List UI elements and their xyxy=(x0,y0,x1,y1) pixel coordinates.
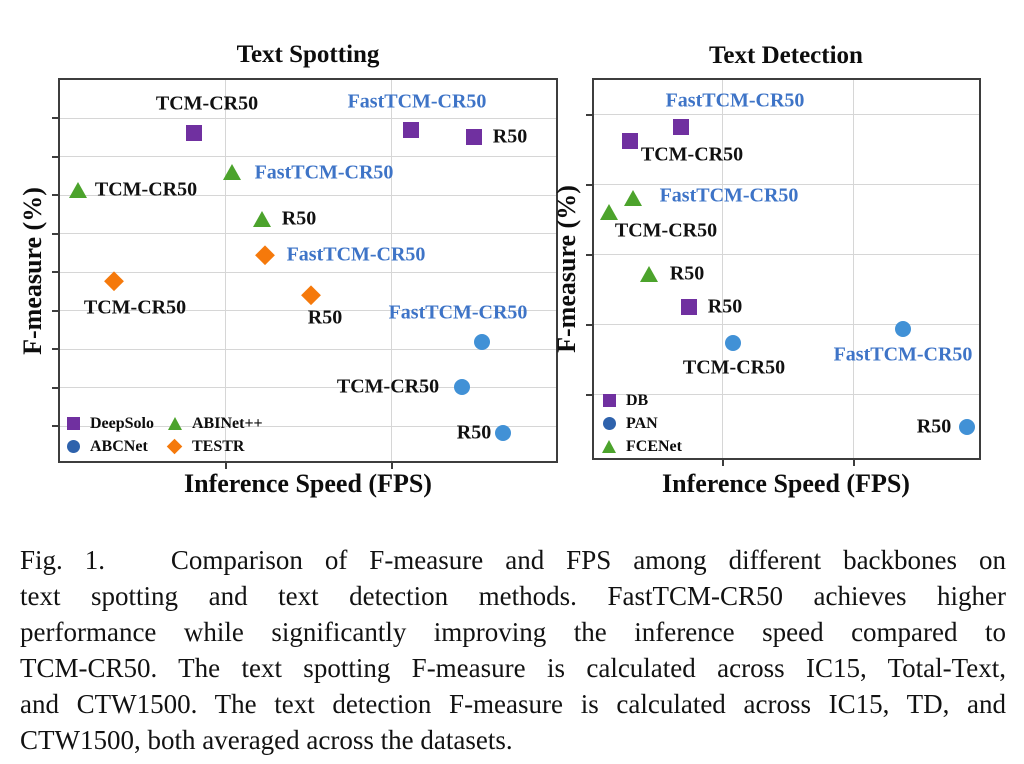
point-label-abinet-tcm-cr50: TCM-CR50 xyxy=(94,178,198,201)
gridline-v xyxy=(391,80,392,461)
legend-label: DeepSolo xyxy=(90,414,154,432)
point-label-db-fasttcm-cr50: FastTCM-CR50 xyxy=(665,89,805,112)
point-label-fcenet-r50: R50 xyxy=(669,262,705,285)
marker-db-tcm-cr50 xyxy=(622,133,638,149)
triangle-icon xyxy=(602,440,616,453)
point-label-pan-r50: R50 xyxy=(916,415,952,438)
legend-marker-db xyxy=(600,392,618,410)
marker-pan-tcm-cr50 xyxy=(725,335,741,351)
point-label-testr-tcm-cr50: TCM-CR50 xyxy=(83,296,187,319)
legend-label: PAN xyxy=(626,414,658,432)
gridline-h xyxy=(60,387,556,388)
legend-item-pan xyxy=(600,412,692,435)
legend-label: FCENet xyxy=(626,437,682,455)
figure-caption xyxy=(20,542,1006,758)
legend-label: TESTR xyxy=(192,437,245,455)
point-label-abinet-fasttcm-cr50: FastTCM-CR50 xyxy=(254,161,394,184)
gridline-h xyxy=(594,114,979,115)
point-label-deepsolo-tcm-cr50: TCM-CR50 xyxy=(155,92,259,115)
y-axis-tick xyxy=(586,184,592,186)
gridline-v xyxy=(853,80,854,458)
marker-db-r50 xyxy=(681,299,697,315)
chart-title: Text Detection xyxy=(709,42,863,69)
x-axis-label: Inference Speed (FPS) xyxy=(184,469,432,498)
gridline-h xyxy=(60,272,556,273)
caption-line: CTW1500, both averaged across the datasets. xyxy=(20,725,513,755)
legend-item-db xyxy=(600,389,692,412)
marker-deepsolo-fasttcm-cr50 xyxy=(403,122,419,138)
legend-marker-abcnet xyxy=(64,438,82,456)
y-axis-tick xyxy=(52,387,58,389)
circle-icon xyxy=(603,417,616,430)
point-label-testr-fasttcm-cr50: FastTCM-CR50 xyxy=(286,243,426,266)
marker-pan-fasttcm-cr50 xyxy=(895,321,911,337)
legend-item-abinet xyxy=(166,412,268,435)
x-axis-tick xyxy=(722,460,724,466)
caption-line: and CTW1500. The text detection F-measure is calculated across IC15, TD, and xyxy=(20,689,1006,719)
x-axis-tick xyxy=(225,463,227,469)
gridline-h xyxy=(60,233,556,234)
marker-abcnet-r50 xyxy=(495,425,511,441)
point-label-db-tcm-cr50: TCM-CR50 xyxy=(640,143,744,166)
circle-icon xyxy=(67,440,80,453)
chart-title: Text Spotting xyxy=(236,41,380,68)
point-label-deepsolo-r50: R50 xyxy=(492,125,528,148)
y-axis-tick xyxy=(52,425,58,427)
marker-db-fasttcm-cr50 xyxy=(673,119,689,135)
legend-marker-fcenet xyxy=(600,438,618,456)
legend-item-deepsolo xyxy=(64,412,166,435)
y-axis-tick xyxy=(52,233,58,235)
point-label-abcnet-tcm-cr50: TCM-CR50 xyxy=(336,375,440,398)
marker-abcnet-tcm-cr50 xyxy=(454,379,470,395)
x-axis-tick xyxy=(853,460,855,466)
legend-label: ABCNet xyxy=(90,437,148,455)
marker-pan-r50 xyxy=(959,419,975,435)
gridline-h xyxy=(60,156,556,157)
y-axis-tick xyxy=(586,254,592,256)
marker-abinet-fasttcm-cr50 xyxy=(223,164,241,180)
y-axis-tick xyxy=(586,324,592,326)
legend-label: ABINet++ xyxy=(192,414,263,432)
diamond-icon xyxy=(167,439,183,455)
point-label-db-r50: R50 xyxy=(707,295,743,318)
legend-label: DB xyxy=(626,391,649,409)
marker-fcenet-r50 xyxy=(640,266,658,282)
legend-item-fcenet xyxy=(600,435,692,458)
y-axis-label: F-measure (%) xyxy=(552,185,581,353)
square-icon xyxy=(67,417,80,430)
caption-line: text spotting and text detection methods. FastTCM-CR50 achieves higher xyxy=(20,581,1006,611)
legend-item-abcnet xyxy=(64,435,166,458)
marker-abinet-tcm-cr50 xyxy=(69,182,87,198)
y-axis-tick xyxy=(586,114,592,116)
gridline-h xyxy=(594,254,979,255)
legend-item-testr xyxy=(166,435,268,458)
gridline-v xyxy=(225,80,226,461)
y-axis-label: F-measure (%) xyxy=(18,187,47,355)
marker-deepsolo-r50 xyxy=(466,129,482,145)
point-label-pan-fasttcm-cr50: FastTCM-CR50 xyxy=(833,343,973,366)
y-axis-tick xyxy=(52,194,58,196)
gridline-h xyxy=(594,324,979,325)
triangle-icon xyxy=(168,417,182,430)
point-label-abcnet-fasttcm-cr50: FastTCM-CR50 xyxy=(388,301,528,324)
caption-line: performance while significantly improving the inference speed compared to xyxy=(20,617,1006,647)
y-axis-tick xyxy=(52,117,58,119)
point-label-abcnet-r50: R50 xyxy=(456,421,492,444)
legend-marker-testr xyxy=(166,438,184,456)
legend xyxy=(64,412,268,458)
legend xyxy=(600,389,692,458)
point-label-pan-tcm-cr50: TCM-CR50 xyxy=(682,356,786,379)
marker-fcenet-fasttcm-cr50 xyxy=(624,190,642,206)
caption-line: Fig. 1. Comparison of F-measure and FPS among different backbones on xyxy=(20,545,1006,575)
marker-fcenet-tcm-cr50 xyxy=(600,204,618,220)
x-axis-label: Inference Speed (FPS) xyxy=(662,469,910,498)
y-axis-tick xyxy=(52,271,58,273)
square-icon xyxy=(603,394,616,407)
legend-marker-abinet xyxy=(166,415,184,433)
plot-area xyxy=(58,78,558,463)
marker-deepsolo-tcm-cr50 xyxy=(186,125,202,141)
point-label-testr-r50: R50 xyxy=(307,306,343,329)
y-axis-tick xyxy=(52,310,58,312)
y-axis-tick xyxy=(52,156,58,158)
gridline-v xyxy=(722,80,723,458)
point-label-abinet-r50: R50 xyxy=(281,207,317,230)
y-axis-tick xyxy=(52,348,58,350)
legend-marker-pan xyxy=(600,415,618,433)
marker-abcnet-fasttcm-cr50 xyxy=(474,334,490,350)
point-label-deepsolo-fasttcm-cr50: FastTCM-CR50 xyxy=(347,90,487,113)
x-axis-tick xyxy=(391,463,393,469)
point-label-fcenet-tcm-cr50: TCM-CR50 xyxy=(614,219,718,242)
marker-abinet-r50 xyxy=(253,211,271,227)
caption-line: TCM-CR50. The text spotting F-measure is calculated across IC15, Total-Text, xyxy=(20,653,1006,683)
y-axis-tick xyxy=(586,394,592,396)
legend-marker-deepsolo xyxy=(64,415,82,433)
gridline-h xyxy=(60,118,556,119)
point-label-fcenet-fasttcm-cr50: FastTCM-CR50 xyxy=(659,184,799,207)
